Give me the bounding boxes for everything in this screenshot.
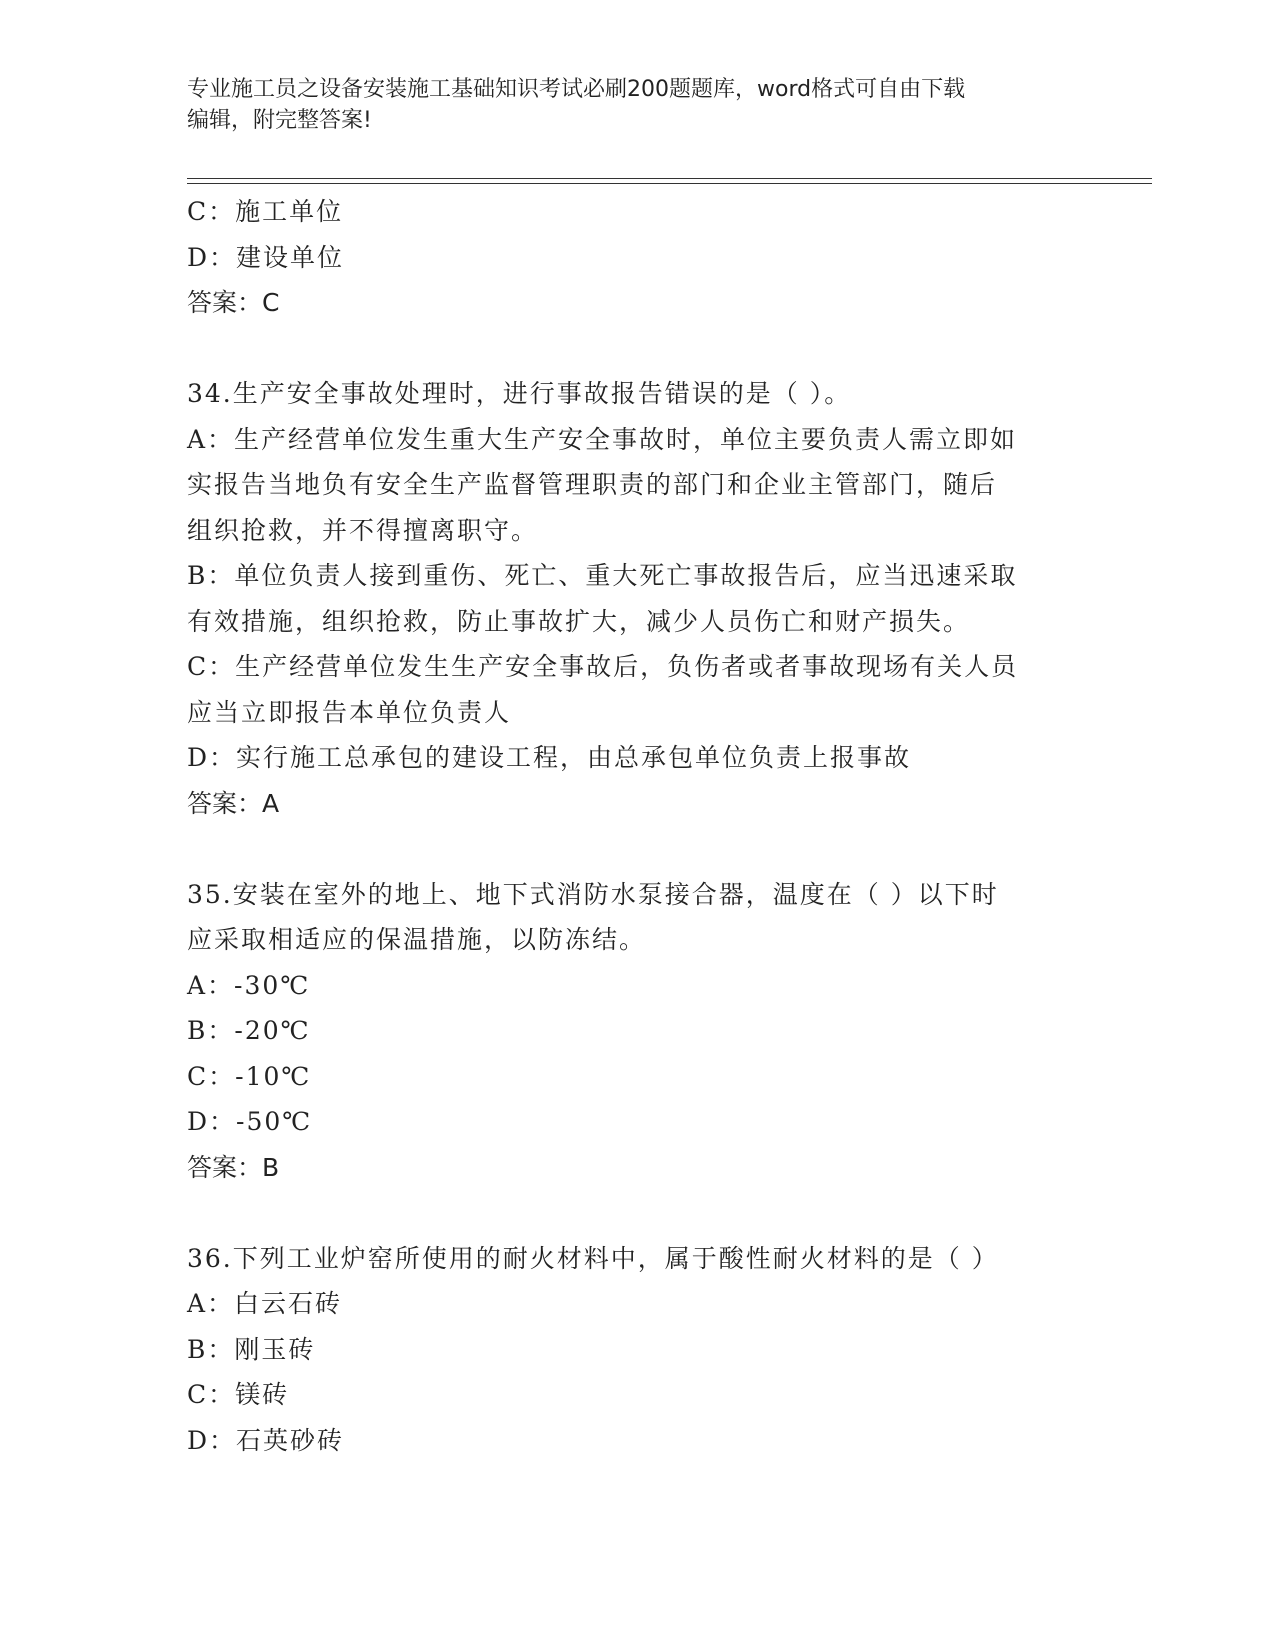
- header-divider-bottom: [187, 183, 1152, 184]
- question-content: [187, 189, 1087, 1463]
- previous-question-tail: [187, 189, 1087, 326]
- option-b: B：刚玉砖: [187, 1334, 316, 1364]
- answer-line: 答案：B: [187, 1152, 280, 1182]
- question-stem-line-1: 35.安装在室外的地上、地下式消防水泵接合器，温度在（ ）以下时: [187, 879, 999, 909]
- question-stem: 34.生产安全事故处理时，进行事故报告错误的是（ ）。: [187, 379, 852, 408]
- spacer: [187, 1190, 1087, 1236]
- option-a-line-2: 实报告当地负有安全生产监督管理职责的部门和企业主管部门，随后: [187, 470, 998, 499]
- option-a-line-1: A：生产经营单位发生重大生产安全事故时，单位主要负责人需立即如: [187, 424, 1018, 454]
- option-a: A：-30℃: [187, 970, 311, 1000]
- option-a-line-3: 组织抢救，并不得擅离职守。: [187, 515, 539, 545]
- option-c: C：施工单位: [187, 197, 344, 226]
- option-a: A：白云石砖: [187, 1289, 343, 1318]
- question-34: [187, 371, 1087, 826]
- option-b: B：-20℃: [187, 1016, 311, 1045]
- header-line-2: 编辑，附完整答案!: [187, 108, 372, 133]
- question-36: [187, 1236, 1087, 1464]
- question-stem-line-2: 应采取相适应的保温措施，以防冻结。: [187, 925, 647, 954]
- option-c: C：镁砖: [187, 1380, 290, 1409]
- document-header: [187, 74, 1067, 136]
- question-35: [187, 872, 1087, 1191]
- answer-line: 答案：A: [187, 788, 280, 818]
- option-d: D：-50℃: [187, 1107, 313, 1136]
- question-stem: 36.下列工业炉窑所使用的耐火材料中，属于酸性耐火材料的是（ ）: [187, 1243, 999, 1273]
- option-d: D：建设单位: [187, 242, 345, 272]
- option-d: D：石英砂砖: [187, 1425, 345, 1455]
- option-c: C：-10℃: [187, 1061, 312, 1091]
- header-divider-top: [187, 178, 1152, 179]
- answer-line: 答案：C: [187, 288, 280, 317]
- option-c-line-2: 应当立即报告本单位负责人: [187, 697, 512, 727]
- spacer: [187, 826, 1087, 872]
- option-d: D：实行施工总承包的建设工程，由总承包单位负责上报事故: [187, 743, 912, 772]
- option-b-line-1: B：单位负责人接到重伤、死亡、重大死亡事故报告后，应当迅速采取: [187, 561, 1018, 590]
- option-c-line-1: C：生产经营单位发生生产安全事故后，负伤者或者事故现场有关人员: [187, 652, 1019, 681]
- header-line-1: 专业施工员之设备安装施工基础知识考试必刷200题题库，word格式可自由下载: [187, 77, 966, 102]
- spacer: [187, 326, 1087, 372]
- option-b-line-2: 有效措施，组织抢救，防止事故扩大，减少人员伤亡和财产损失。: [187, 606, 971, 636]
